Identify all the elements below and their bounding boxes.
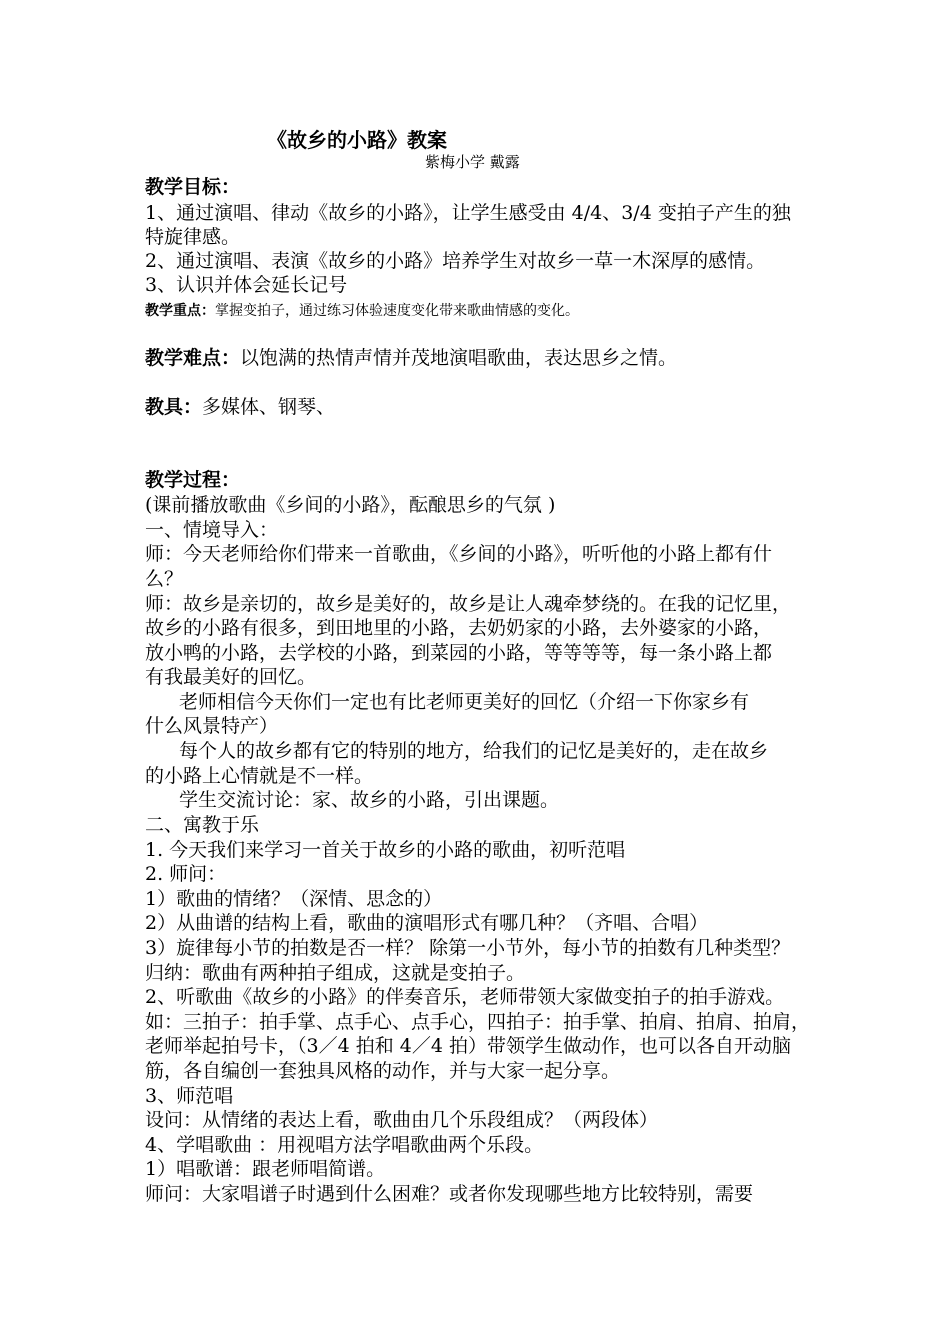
process-line: 师问：大家唱谱子时遇到什么困难？或者你发现哪些地方比较特别，需要	[145, 1183, 754, 1205]
process-line: 4、学唱歌曲 ：用视唱方法学唱歌曲两个乐段。	[145, 1134, 544, 1156]
focus-label: 教学重点：	[145, 303, 215, 319]
process-line: (课前播放歌曲《乡间的小路》，酝酿思乡的气氛 )	[145, 494, 556, 516]
objective-line: 3、认识并体会延长记号	[145, 274, 348, 296]
document-title: 《故乡的小路》教案	[267, 128, 447, 152]
process-line: 学生交流讨论：家、故乡的小路，引出课题。	[179, 789, 560, 811]
objective-line: 特旋律感。	[145, 226, 241, 248]
difficulty-text: 以饱满的热情声情并茂地演唱歌曲，表达思乡之情。	[240, 347, 678, 369]
tools-line	[145, 395, 815, 419]
process-line: 的小路上心情就是不一样。	[145, 765, 374, 787]
process-line: 1. 今天我们来学习一首关于故乡的小路的歌曲，初听范唱	[145, 839, 626, 861]
process-line: 一、情境导入：	[145, 519, 279, 541]
tools-text: 多媒体、钢琴、	[202, 396, 336, 418]
process-line: 3、师范唱	[145, 1085, 234, 1107]
process-line: 师：今天老师给你们带来一首歌曲，《乡间的小路》，听听他的小路上都有什	[145, 543, 773, 565]
process-line: 师：故乡是亲切的，故乡是美好的，故乡是让人魂牵梦绕的。在我的记忆里，	[145, 593, 792, 615]
process-line: 老师相信今天你们一定也有比老师更美好的回忆（介绍一下你家乡有	[179, 691, 750, 713]
process-line: 老师举起拍号卡，（3／4 拍和 4／4 拍）带领学生做动作，也可以各自开动脑	[145, 1035, 791, 1057]
process-line: 筋，各自编创一套独具风格的动作，并与大家一起分享。	[145, 1060, 621, 1082]
process-line: 每个人的故乡都有它的特别的地方，给我们的记忆是美好的，走在故乡	[179, 740, 769, 762]
process-line: 放小鸭的小路，去学校的小路，到菜园的小路，等等等等，每一条小路上都	[145, 642, 773, 664]
process-line: 设问：从情绪的表达上看，歌曲由几个乐段组成？（两段体）	[145, 1109, 659, 1131]
process-line: 1）唱歌谱：跟老师唱简谱。	[145, 1158, 386, 1180]
process-line: 1）歌曲的情绪？（深情、思念的）	[145, 888, 443, 910]
process-line: 2. 师问：	[145, 863, 227, 885]
objectives-heading: 教学目标：	[145, 176, 241, 198]
process-line: 归纳：歌曲有两种拍子组成，这就是变拍子。	[145, 962, 526, 984]
process-line: 什么风景特产）	[145, 715, 279, 737]
objective-line: 1、通过演唱、律动《故乡的小路》，让学生感受由 4/4、3/4 变拍子产生的独	[145, 202, 791, 224]
focus-text: 掌握变拍子，通过练习体验速度变化带来歌曲情感的变化。	[215, 303, 579, 319]
process-line: 如：三拍子：拍手掌、点手心、点手心，四拍子：拍手掌、拍肩、拍肩、拍肩，	[145, 1011, 811, 1033]
process-line: 3）旋律每小节的拍数是否一样？ 除第一小节外，每小节的拍数有几种类型？	[145, 937, 791, 959]
process-line: 么？	[145, 568, 184, 590]
author-line: 紫梅小学 戴露	[425, 153, 520, 171]
focus-line	[145, 299, 815, 323]
process-line: 二、寓教于乐	[145, 814, 260, 836]
process-heading: 教学过程：	[145, 469, 241, 491]
process-line: 有我最美好的回忆。	[145, 666, 317, 688]
process-line: 2、听歌曲《故乡的小路》的伴奏音乐，老师带领大家做变拍子的拍手游戏。	[145, 986, 785, 1008]
objective-line: 2、通过演唱、表演《故乡的小路》培养学生对故乡一草一木深厚的感情。	[145, 250, 766, 272]
process-line: 2）从曲谱的结构上看，歌曲的演唱形式有哪几种？（齐唱、合唱）	[145, 912, 709, 934]
process-line: 故乡的小路有很多，到田地里的小路，去奶奶家的小路，去外婆家的小路，	[145, 617, 773, 639]
difficulty-line	[145, 346, 815, 370]
difficulty-label: 教学难点：	[145, 347, 241, 369]
tools-label: 教具：	[145, 396, 203, 418]
